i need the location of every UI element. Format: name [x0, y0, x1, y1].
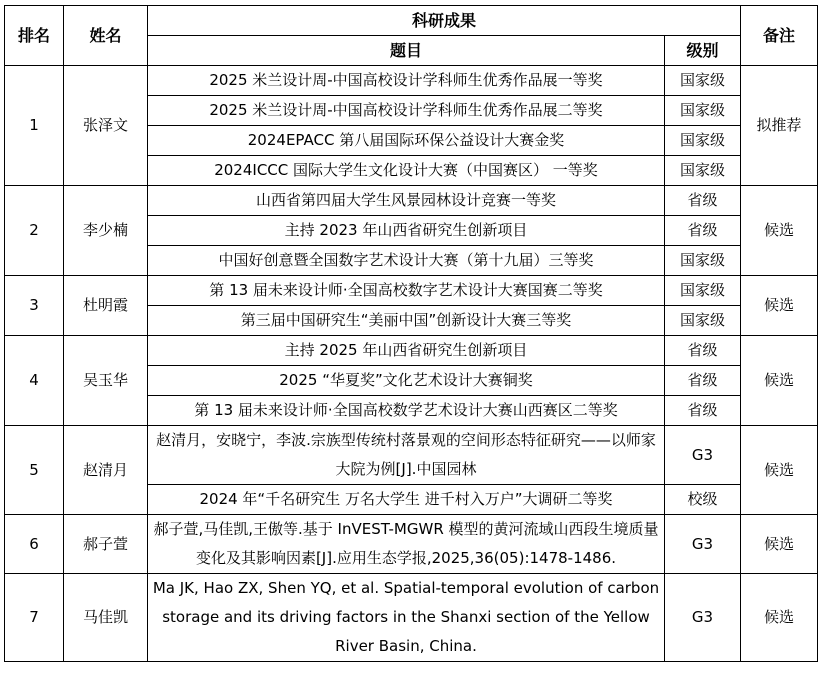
table-row — [5, 186, 818, 216]
table-row — [5, 276, 818, 306]
table-row — [5, 515, 818, 574]
note-cell: 候选 — [741, 574, 818, 662]
title-cell: 2024EPACC 第八届国际环保公益设计大赛金奖 — [148, 126, 665, 156]
title-cell: 赵清月，安晓宁，李波.宗族型传统村落景观的空间形态特征研究——以师家大院为例[J].中国园林 — [148, 426, 665, 485]
level-cell: G3 — [665, 574, 741, 662]
rank-cell: 2 — [5, 186, 64, 276]
rank-cell: 5 — [5, 426, 64, 515]
level-cell: 国家级 — [665, 156, 741, 186]
title-cell: 郝子萱,马佳凯,王傲等.基于 InVEST-MGWR 模型的黄河流域山西段生境质量变化及其影响因素[J].应用生态学报,2025,36(05):1478-1486. — [148, 515, 665, 574]
rank-cell: 1 — [5, 66, 64, 186]
title-cell: 第三届中国研究生“美丽中国”创新设计大赛三等奖 — [148, 306, 665, 336]
name-cell: 赵清月 — [64, 426, 148, 515]
header-name: 姓名 — [64, 6, 148, 66]
name-cell: 吴玉华 — [64, 336, 148, 426]
note-cell: 候选 — [741, 426, 818, 515]
table-row — [5, 66, 818, 96]
name-cell: 郝子萱 — [64, 515, 148, 574]
rank-cell: 3 — [5, 276, 64, 336]
level-cell: 校级 — [665, 485, 741, 515]
name-cell: 杜明霞 — [64, 276, 148, 336]
table-body — [5, 66, 818, 662]
title-cell: 第 13 届未来设计师·全国高校数字艺术设计大赛国赛二等奖 — [148, 276, 665, 306]
header-research: 科研成果 — [148, 6, 741, 36]
level-cell: 国家级 — [665, 306, 741, 336]
note-cell: 候选 — [741, 276, 818, 336]
level-cell: 国家级 — [665, 96, 741, 126]
title-cell: 2024ICCC 国际大学生文化设计大赛（中国赛区） 一等奖 — [148, 156, 665, 186]
level-cell: 省级 — [665, 216, 741, 246]
title-cell: 2025 米兰设计周-中国高校设计学科师生优秀作品展一等奖 — [148, 66, 665, 96]
level-cell: G3 — [665, 426, 741, 485]
name-cell: 张泽文 — [64, 66, 148, 186]
level-cell: G3 — [665, 515, 741, 574]
note-cell: 候选 — [741, 336, 818, 426]
header-title: 题目 — [148, 36, 665, 66]
header-note: 备注 — [741, 6, 818, 66]
title-cell: 2025 米兰设计周-中国高校设计学科师生优秀作品展二等奖 — [148, 96, 665, 126]
level-cell: 国家级 — [665, 246, 741, 276]
ranking-table — [4, 5, 818, 662]
title-cell: 山西省第四届大学生风景园林设计竞赛一等奖 — [148, 186, 665, 216]
table-row — [5, 336, 818, 366]
table-header — [5, 6, 818, 66]
table-row — [5, 574, 818, 662]
level-cell: 国家级 — [665, 66, 741, 96]
title-cell: 2024 年“千名研究生 万名大学生 进千村入万户”大调研二等奖 — [148, 485, 665, 515]
title-cell: 主持 2023 年山西省研究生创新项目 — [148, 216, 665, 246]
title-cell: 第 13 届未来设计师·全国高校数学艺术设计大赛山西赛区二等奖 — [148, 396, 665, 426]
note-cell: 拟推荐 — [741, 66, 818, 186]
title-cell: 2025 “华夏奖”文化艺术设计大赛铜奖 — [148, 366, 665, 396]
title-cell: 中国好创意暨全国数字艺术设计大赛（第十九届）三等奖 — [148, 246, 665, 276]
title-cell: Ma JK, Hao ZX, Shen YQ, et al. Spatial-temporal evolution of carbon storage and its driving factors in the Shanxi section of the Yellow River Basin, China. — [148, 574, 665, 662]
level-cell: 省级 — [665, 186, 741, 216]
rank-cell: 6 — [5, 515, 64, 574]
level-cell: 国家级 — [665, 276, 741, 306]
level-cell: 国家级 — [665, 126, 741, 156]
header-rank: 排名 — [5, 6, 64, 66]
level-cell: 省级 — [665, 366, 741, 396]
table-row — [5, 426, 818, 485]
note-cell: 候选 — [741, 186, 818, 276]
level-cell: 省级 — [665, 396, 741, 426]
name-cell: 李少楠 — [64, 186, 148, 276]
note-cell: 候选 — [741, 515, 818, 574]
rank-cell: 7 — [5, 574, 64, 662]
name-cell: 马佳凯 — [64, 574, 148, 662]
header-level: 级别 — [665, 36, 741, 66]
rank-cell: 4 — [5, 336, 64, 426]
title-cell: 主持 2025 年山西省研究生创新项目 — [148, 336, 665, 366]
level-cell: 省级 — [665, 336, 741, 366]
